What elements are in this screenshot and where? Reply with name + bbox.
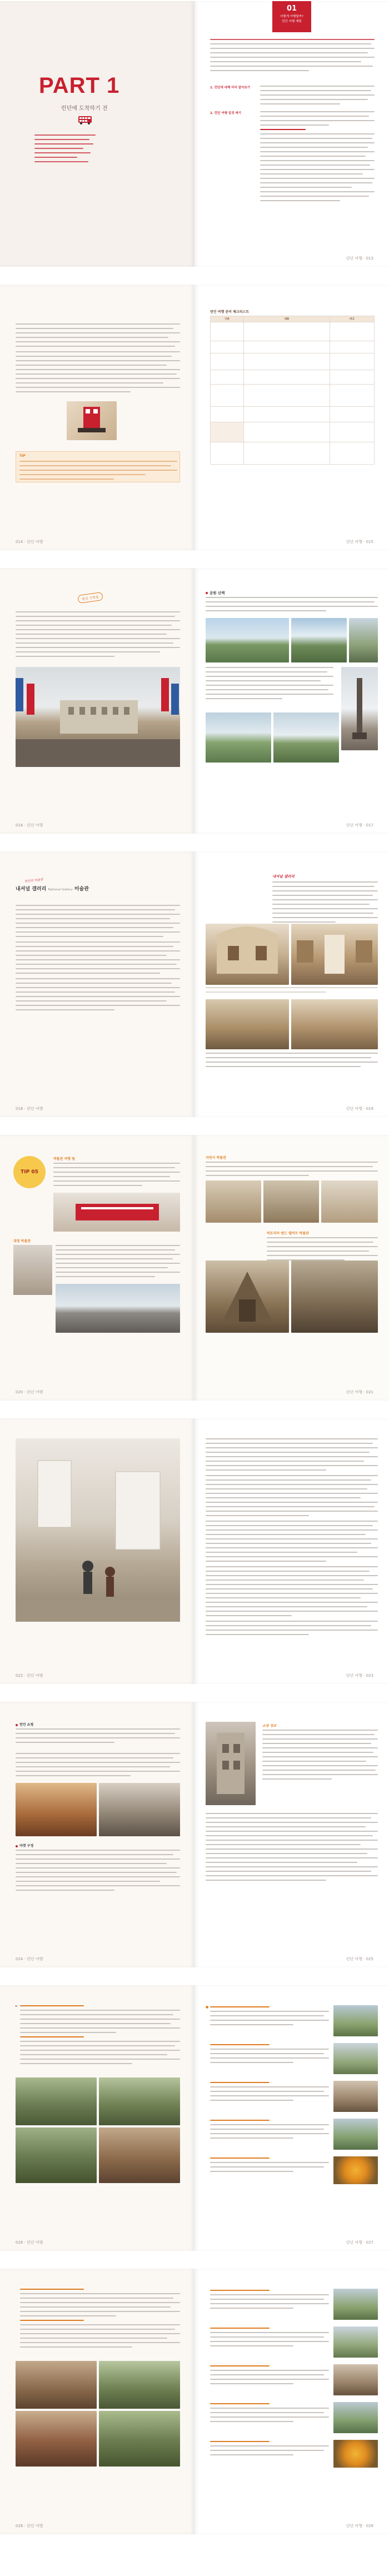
garden-photo-4 [99, 2411, 180, 2467]
garden-list-page [194, 2269, 389, 2534]
section-1-text [260, 86, 375, 108]
heading-a: 박물관 여행 팁 [53, 1157, 75, 1161]
city-view-photo [56, 1284, 180, 1333]
heading-c: 자연사 박물관 [206, 1156, 226, 1160]
museum-photo [13, 1245, 52, 1295]
market-photo-1 [16, 1783, 97, 1836]
chapter-intro-page [194, 1, 389, 267]
tip-box: TIP [16, 451, 180, 482]
list-item-1-text [210, 2006, 329, 2029]
page-number: 020 · 런던 여행 [16, 1390, 43, 1394]
monument-photo [341, 667, 378, 750]
list-item-1-text [210, 2290, 329, 2312]
market-stall-photo-1 [16, 2077, 97, 2125]
info-text [262, 1730, 378, 1783]
royal-text [16, 611, 180, 660]
page-number: 022 · 런던 여행 [16, 1673, 43, 1678]
market-text [16, 1850, 180, 1894]
market-stall-photo-3 [16, 2127, 97, 2183]
garden-page [0, 2269, 194, 2534]
tips-text [53, 1163, 180, 1189]
gallery-page [194, 851, 389, 1117]
spread-9 [0, 2269, 389, 2534]
museum-text [56, 1245, 180, 1280]
tip-page [0, 285, 194, 550]
list-photo-1 [333, 2289, 378, 2320]
illustration-photo [67, 401, 117, 440]
museum-page [194, 1135, 389, 1401]
table-header: 구분 [211, 316, 244, 322]
street-photo [206, 1722, 256, 1805]
shopping-page [0, 1702, 194, 1967]
museum-tips-page [0, 1135, 194, 1401]
list-photo-2 [333, 2326, 378, 2358]
page-number: 런던 여행 · 025 [346, 1957, 373, 1961]
spread-1 [0, 1, 389, 267]
list-photo-1 [333, 2005, 378, 2036]
list-photo-4 [333, 2119, 378, 2150]
part-intro-text [34, 134, 96, 166]
heading-a: 런던 쇼핑 [16, 1722, 33, 1727]
page-number: 런던 여행 · 019 [346, 1107, 373, 1111]
park-caption-text [206, 667, 333, 702]
list-item-2-text [210, 2328, 329, 2350]
page-number: 런던 여행 · 029 [346, 2524, 373, 2528]
page-number: 016 · 런던 여행 [16, 823, 43, 828]
spread-8 [0, 1985, 389, 2251]
list-item-3-text [210, 2082, 329, 2104]
museum-right-text [206, 1162, 378, 1179]
list-photo-3 [333, 2081, 378, 2112]
spread-2 [0, 285, 389, 550]
tip-badge: TIP 05 [13, 1156, 46, 1188]
museum-hall-photo [16, 1438, 180, 1622]
label-tag: 왕실 건축물 [77, 592, 103, 604]
museum-photo-3 [321, 1180, 378, 1223]
museum-photo-2 [263, 1180, 319, 1223]
page-number: 026 · 런던 여행 [16, 2240, 43, 2245]
garden-photo-1 [16, 2361, 97, 2409]
table-title: 런던 여행 준비 체크리스트 [210, 310, 250, 314]
page-number: 런던 여행 · 013 [346, 256, 373, 261]
heading-b: 대영 박물관 [13, 1239, 31, 1243]
part-subtitle: 런던에 도착하기 전 [61, 106, 108, 112]
gallery-photo-3 [206, 999, 289, 1049]
park-photo-2 [291, 618, 347, 662]
royal-page [0, 568, 194, 834]
table-header: 비고 [330, 316, 375, 322]
list-item-2-text [210, 2044, 329, 2066]
list-item-5-text [210, 2441, 329, 2459]
spread-4 [0, 851, 389, 1117]
info-text-2 [206, 1813, 378, 1884]
spread-6 [0, 1418, 389, 1684]
section-2-heading: 2. 런던 여행 일정 짜기 [210, 112, 242, 115]
fruit-photo [333, 2156, 378, 2184]
museum-right-text-2 [267, 1237, 378, 1264]
market-photo-2 [99, 1783, 180, 1836]
photo-caption [206, 987, 378, 996]
market-page-text [20, 2005, 180, 2067]
garden-photo-2 [99, 2361, 180, 2409]
photo-page [0, 1418, 194, 1684]
page-number: 런던 여행 · 015 [346, 540, 373, 544]
garden-photo-3 [16, 2411, 97, 2467]
subtitle-tag: 런던의 미술관 [24, 878, 43, 884]
shopping-text [16, 1728, 180, 1746]
shopping-info-page [194, 1702, 389, 1967]
list-item-4-text [210, 2120, 329, 2142]
spread-5 [0, 1135, 389, 1401]
page-number: 024 · 런던 여행 [16, 1957, 43, 1961]
bus-icon [78, 116, 92, 127]
page-title: 내셔널 갤러리 National Gallery 미술관 [16, 886, 89, 892]
gallery-interior-photo [206, 924, 289, 985]
park-photo-3 [349, 618, 378, 662]
market-page [0, 1985, 194, 2251]
temple-photo [206, 1260, 289, 1333]
gallery-intro-text [16, 905, 180, 1014]
info-badge: 쇼핑 정보 [262, 1724, 277, 1728]
page-number: 런던 여행 · 021 [346, 1390, 373, 1394]
museum-shop-photo [53, 1193, 180, 1232]
text-page [194, 1418, 389, 1684]
gallery-hall-photo [291, 924, 378, 985]
market-stall-photo-2 [99, 2077, 180, 2125]
part-cover-page [0, 1, 194, 267]
part-label: PART 1 [39, 73, 120, 98]
checklist-page [194, 285, 389, 550]
gallery-tail-text [206, 1053, 378, 1070]
relief-photo [291, 1260, 378, 1333]
section-heading: 내셔널 갤러리 [272, 874, 295, 879]
market-list-page [194, 1985, 389, 2251]
list-photo-2 [333, 2043, 378, 2074]
heading-b: 마켓 구경 [16, 1843, 33, 1848]
page-number: 028 · 런던 여행 [16, 2524, 43, 2528]
list-item-4-text [210, 2403, 329, 2425]
park-photo-4 [206, 712, 271, 763]
body-text [206, 1438, 378, 1638]
list-item-5-text [210, 2158, 329, 2175]
tip-body-text [16, 323, 180, 396]
section-heading: 공원 산책 [206, 590, 225, 595]
page-number: 018 · 런던 여행 [16, 1107, 43, 1111]
list-photo-3 [333, 2364, 378, 2395]
shopping-text-2 [16, 1753, 180, 1780]
heading-d: 빅토리아 앤드 앨버트 박물관 [267, 1232, 309, 1235]
list-bullet-icon: ● [206, 2005, 209, 2009]
spread-3 [0, 568, 389, 834]
fruit-photo [333, 2440, 378, 2468]
park-photo-1 [206, 618, 289, 662]
chapter-intro-text [210, 39, 375, 74]
chapter-badge: 01 어떻게 여행할까? 런던 여행 계획 [272, 1, 311, 32]
page-number: 014 · 런던 여행 [16, 540, 43, 544]
gallery-photo-4 [291, 999, 378, 1049]
garden-text [20, 2289, 180, 2351]
palace-photo [16, 667, 180, 767]
gallery-text [272, 881, 378, 926]
page-number: 런던 여행 · 023 [346, 1673, 373, 1678]
market-stall-photo-4 [99, 2127, 180, 2183]
park-page [194, 568, 389, 834]
park-text [206, 597, 378, 615]
gallery-intro-page [0, 851, 194, 1117]
list-photo-4 [333, 2402, 378, 2433]
park-photo-5 [273, 712, 339, 763]
museum-photo-1 [206, 1180, 261, 1223]
section-2-text [260, 111, 375, 205]
list-item-3-text [210, 2365, 329, 2388]
spread-7 [0, 1702, 389, 1967]
table-header: 내용 [244, 316, 330, 322]
page-number: 런던 여행 · 017 [346, 823, 373, 828]
section-1-heading: 1. 런던에 대해 미리 알아보기 [210, 86, 251, 89]
page-number: 런던 여행 · 027 [346, 2240, 373, 2245]
market-icon: ▸ [16, 2004, 18, 2008]
checklist-table [210, 316, 375, 465]
